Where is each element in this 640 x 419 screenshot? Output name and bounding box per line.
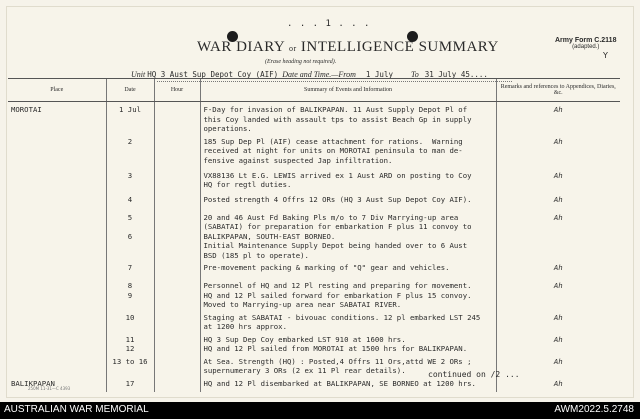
initials-signature	[496, 278, 620, 310]
archive-accession: AWM2022.5.2748	[554, 404, 634, 415]
date-cell-text: 1 Jul	[119, 105, 141, 114]
initials-signature-text: Ah	[553, 212, 563, 222]
place-cell	[8, 102, 106, 134]
place-cell	[8, 354, 106, 376]
date-cell	[106, 332, 154, 354]
initials-signature	[496, 210, 620, 261]
hour-cell	[154, 192, 200, 210]
col-date: Date	[106, 79, 154, 102]
diary-row	[8, 102, 620, 134]
initials-signature-text: Ah	[553, 312, 563, 322]
page-number: . . . 1 . . .	[287, 19, 371, 29]
place-cell	[8, 332, 106, 354]
corner-mark: Y	[603, 51, 608, 60]
hour-cell	[154, 310, 200, 332]
place-cell	[8, 260, 106, 278]
date-cell-text: 4	[127, 194, 133, 204]
hour-cell	[154, 278, 200, 310]
event-cell-text: Posted strength 4 Offrs 12 ORs (HQ 3 Aust Sup Depot Coy AIF).	[203, 194, 472, 204]
event-cell-text: HQ and 12 Pl disembarked at BALIKPAPAN, SE BORNEO at 1200 hrs.	[203, 378, 476, 388]
initials-signature-text: Ah	[553, 136, 563, 146]
event-cell	[200, 210, 496, 261]
initials-signature	[496, 310, 620, 332]
initials-signature	[496, 332, 620, 354]
diary-row	[8, 278, 620, 310]
to-date: 31 July 45....	[424, 70, 488, 79]
archive-name: AUSTRALIAN WAR MEMORIAL	[4, 404, 149, 415]
event-cell-text: Staging at SABATAI - bivouac conditions. 12 pl embarked LST 245 at 1200 hrs approx.	[203, 312, 481, 331]
from-date: 1 July	[365, 70, 393, 79]
hour-cell	[154, 168, 200, 192]
date-cell	[106, 210, 154, 261]
diary-row	[8, 260, 620, 278]
place-cell	[8, 210, 106, 261]
date-cell-text: 8 9	[127, 281, 133, 300]
title-intelligence-summary: INTELLIGENCE SUMMARY	[300, 39, 499, 55]
hour-cell	[154, 332, 200, 354]
event-cell-text: F-Day for invasion of BALIKPAPAN. 11 Aust Supply Depot Pl of this Coy landed with assault tps to assist Beach Gp in supply operations.	[203, 105, 472, 133]
place-cell	[8, 192, 106, 210]
initials-signature-text: Ah	[553, 263, 563, 272]
col-remarks: Remarks and references to Appendices, Diaries, &c.	[496, 79, 620, 102]
event-cell-text: HQ 3 Sup Dep Coy embarked LST 910 at 1600 hrs. HQ and 12 Pl sailed from MOROTAI at 1500 hrs for BALIKPAPAN.	[203, 334, 468, 353]
event-cell	[200, 278, 496, 310]
event-cell	[200, 192, 496, 210]
initials-signature-text: Ah	[553, 378, 563, 388]
date-cell-text: 17	[125, 378, 135, 388]
archive-bar	[0, 402, 640, 419]
event-cell-text: 20 and 46 Aust Fd Baking Pls m/o to 7 Div Marrying-up area (SABATAI) for preparation for embarkation F plus 11 convoy to BALIKPAPAN, SOUTH-EAST BORNEO. Initial Maintenance Supply Depot being handed over to 6 Aust BSD (185 pl to operate).	[203, 212, 472, 260]
form-number	[555, 37, 616, 50]
date-cell	[106, 376, 154, 392]
title-or: or	[288, 44, 297, 53]
date-cell-text: 13 to 16	[112, 356, 148, 366]
event-cell-text: Personnel of HQ and 12 Pl resting and preparing for movement. HQ and 12 Pl sailed forward for embarkation F plus 15 convoy. Moved to Marrying-up area near SABATAI RIVER.	[203, 281, 472, 309]
date-cell	[106, 354, 154, 376]
col-summary: Summary of Events and Information	[200, 79, 496, 102]
initials-signature	[496, 260, 620, 278]
initials-signature	[496, 134, 620, 168]
date-cell	[106, 134, 154, 168]
place-cell	[8, 278, 106, 310]
table-header-row	[8, 79, 620, 102]
place-cell-text: MOROTAI	[11, 105, 42, 114]
hour-cell	[154, 134, 200, 168]
event-cell	[200, 134, 496, 168]
printer-note: 250M 11-31—C 4393	[28, 386, 71, 391]
event-cell	[200, 102, 496, 134]
initials-signature-text: Ah	[553, 105, 563, 114]
diary-row	[8, 210, 620, 261]
to-label: To	[410, 70, 419, 79]
hour-cell	[154, 376, 200, 392]
diary-row	[8, 168, 620, 192]
unit-value: HQ 3 Aust Sup Depot Coy (AIF)	[147, 70, 279, 79]
date-cell	[106, 278, 154, 310]
place-cell	[8, 310, 106, 332]
initials-signature-text: Ah	[553, 356, 563, 366]
diary-row	[8, 134, 620, 168]
hour-cell	[154, 260, 200, 278]
form-adapted: (adapted.)	[572, 44, 600, 50]
initials-signature	[496, 168, 620, 192]
title-war-diary: WAR DIARY	[197, 39, 285, 55]
event-cell-text: At Sea. Strength (HQ) : Posted,4 Offrs 11 Ors,attd WE 2 ORs ; supernumerary 3 ORs (2 ex 11 Pl rear details).	[203, 356, 472, 375]
event-cell-text: VX88136 Lt E.G. LEWIS arrived ex 1 Aust ARD on posting to Coy HQ for regtl duties.	[203, 170, 472, 189]
unit-label: Unit	[131, 70, 146, 79]
diary-row	[8, 192, 620, 210]
event-cell	[200, 332, 496, 354]
hour-cell	[154, 210, 200, 261]
event-cell	[200, 260, 496, 278]
date-cell-text: 11 12	[125, 334, 135, 353]
date-cell-text: 10	[125, 312, 135, 322]
initials-signature-text: Ah	[553, 170, 563, 180]
date-cell	[106, 102, 154, 134]
hour-cell	[154, 354, 200, 376]
initials-signature	[496, 192, 620, 210]
initials-signature-text: Ah	[553, 194, 563, 204]
initials-signature-text: Ah	[553, 281, 563, 290]
date-cell	[106, 310, 154, 332]
initials-signature-text: Ah	[553, 334, 563, 344]
event-cell	[200, 310, 496, 332]
diary-row	[8, 310, 620, 332]
erase-note: (Erase heading not required).	[265, 59, 337, 65]
date-cell-text: 3	[127, 170, 133, 180]
col-place: Place	[8, 79, 106, 102]
diary-row	[8, 354, 620, 376]
continued-note: continued on /2 ...	[428, 370, 520, 379]
date-cell	[106, 260, 154, 278]
date-cell-text: 7	[127, 263, 133, 272]
date-cell-text: 2	[127, 136, 133, 146]
form-number-label: Army Form C.2118	[555, 37, 617, 44]
date-cell	[106, 168, 154, 192]
place-cell	[8, 168, 106, 192]
col-hour: Hour	[154, 79, 200, 102]
event-cell	[200, 168, 496, 192]
initials-signature	[496, 102, 620, 134]
diary-row	[8, 376, 620, 392]
event-cell-text: 185 Sup Dep Pl (AIF) cease attachment for rations. Warning received at night for units on MOROTAI peninsula to man de- fensive against suspected Jap infiltration.	[203, 136, 463, 165]
event-cell-text: Pre-movement packing & marking of "Q" gear and vehicles.	[203, 263, 450, 272]
diary-table	[8, 78, 620, 392]
date-time-label: Date and Time.—From	[282, 70, 356, 79]
date-cell	[106, 192, 154, 210]
diary-row	[8, 332, 620, 354]
hour-cell	[154, 102, 200, 134]
place-cell	[8, 134, 106, 168]
form-title	[197, 39, 499, 56]
place-cell-text: BALIKPAPAN	[11, 378, 55, 388]
date-cell-text: 5 6	[127, 212, 133, 241]
